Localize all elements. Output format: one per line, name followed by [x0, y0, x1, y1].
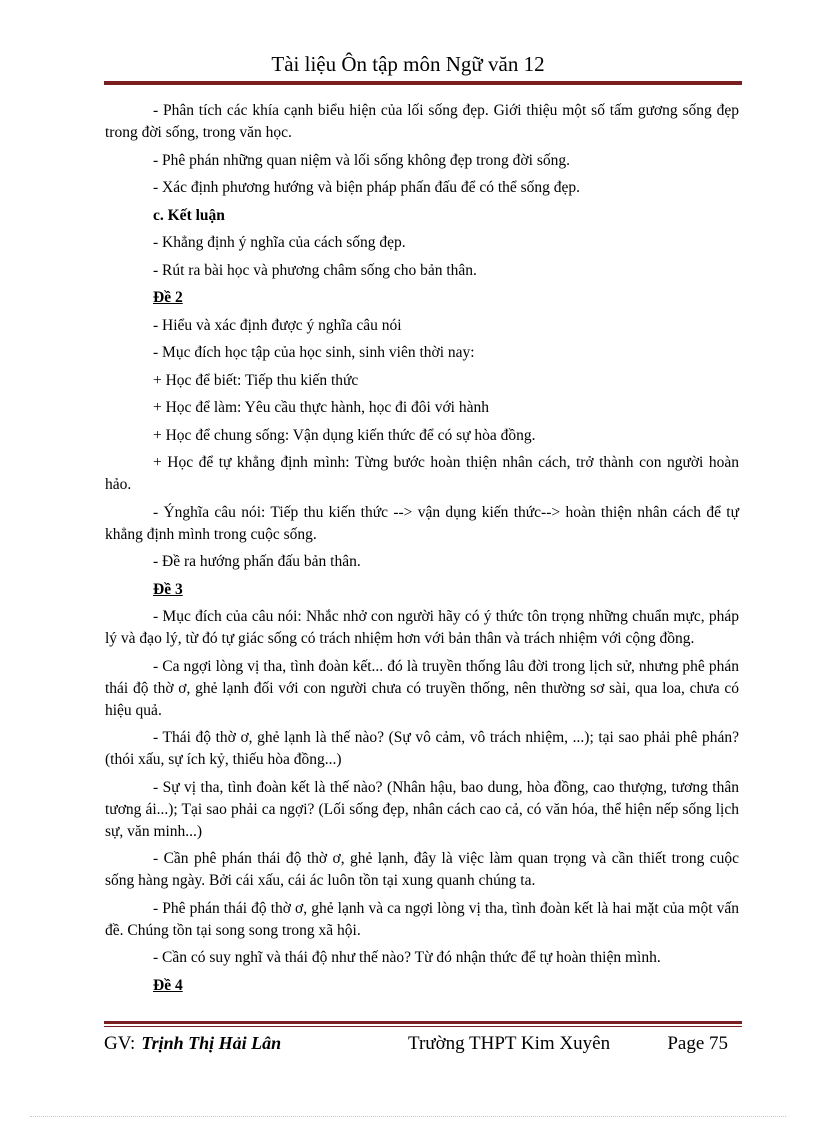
page-header-title: Tài liệu Ôn tập môn Ngữ văn 12 — [271, 52, 545, 76]
footer-gv-label: GV: — [104, 1033, 136, 1054]
paragraph: - Cần có suy nghĩ và thái độ như thế nào? Từ đó nhận thức để tự hoàn thiện mình. — [153, 949, 661, 966]
paragraph: - Khẳng định ý nghĩa của cách sống đẹp. — [153, 234, 406, 251]
paragraph: - Ca ngợi lòng vị tha, tình đoàn kết... đó là truyền thống lâu đời trong lịch sử, nhưng phê phán thái độ thờ ơ, ghẻ lạnh đối với con người chưa có truyền thống, nên thường sơ sài, qua loa, chưa có hiệu quả. — [105, 657, 739, 719]
paragraph: - Sự vị tha, tình đoàn kết là thế nào? (Nhân hậu, bao dung, hòa đồng, cao thượng, tương thân tương ái...); Tại sao phải ca ngợi? (Lối sống đẹp, nhân cách cao cả, có văn hóa, thể hiện nếp sống lịch sự, văn minh...) — [105, 778, 739, 840]
paragraph: - Rút ra bài học và phương châm sống cho bản thân. — [153, 261, 477, 279]
paragraph: - Hiểu và xác định được ý nghĩa câu nói — [153, 316, 402, 334]
section-heading: Đề 3 — [153, 580, 183, 598]
paragraph: - Mục đích học tập của học sinh, sinh viên thời nay: — [153, 344, 475, 361]
paragraph: - Mục đích của câu nói: Nhắc nhở con người hãy có ý thức tôn trọng những chuẩn mực, pháp lý và đạo lý, từ đó tự giác sống có trách nhiệm hơn với bản thân và trách nhiệm với cộng đồng. — [105, 608, 739, 647]
page-bottom-divider — [30, 1116, 786, 1117]
document-body — [105, 100, 739, 1002]
page-footer — [104, 1033, 742, 1063]
header-rule — [104, 79, 742, 85]
paragraph: - Phân tích các khía cạnh biểu hiện của lối sống đẹp. Giới thiệu một số tấm gương sống đẹp trong đời sống, trong văn học. — [105, 102, 739, 141]
footer-author: Trịnh Thị Hải Lân — [141, 1033, 282, 1053]
paragraph: - Phê phán thái độ thờ ơ, ghẻ lạnh và ca ngợi lòng vị tha, tình đoàn kết là hai mặt của một vấn đề. Chúng tồn tại song song trong xã hội. — [105, 899, 739, 939]
paragraph: + Học để tự khẳng định mình: Từng bước hoàn thiện nhân cách, trở thành con người hoàn hảo. — [105, 454, 739, 493]
paragraph: + Học để làm: Yêu cầu thực hành, học đi đôi với hành — [153, 399, 489, 416]
section-heading: Đề 4 — [153, 976, 183, 994]
paragraph: + Học để chung sống: Vận dụng kiến thức để có sự hòa đồng. — [153, 426, 536, 444]
paragraph: + Học để biết: Tiếp thu kiến thức — [153, 371, 359, 389]
footer-page-number: Page 75 — [667, 1033, 728, 1054]
footer-teacher — [104, 1033, 281, 1055]
section-heading: Đề 2 — [153, 289, 183, 306]
footer-rule — [104, 1021, 742, 1027]
paragraph: - Phê phán những quan niệm và lối sống không đẹp trong đời sống. — [153, 151, 570, 169]
footer-school: Trường THPT Kim Xuyên — [408, 1033, 611, 1054]
section-heading: c. Kết luận — [153, 206, 225, 224]
paragraph: - Ýnghĩa câu nói: Tiếp thu kiến thức --> vận dụng kiến thức--> hoàn thiện nhân cách để tự khẳng định mình trong cuộc sống. — [105, 503, 739, 543]
paragraph: - Thái độ thờ ơ, ghẻ lạnh là thế nào? (Sự vô cảm, vô trách nhiệm, ...); tại sao phải phê phán? (thói xấu, sự ích kỷ, thiếu hòa đồng...) — [105, 729, 739, 768]
paragraph: - Xác định phương hướng và biện pháp phấn đấu để có thể sống đẹp. — [153, 179, 581, 196]
paragraph: - Cần phê phán thái độ thờ ơ, ghẻ lạnh, đây là việc làm quan trọng và cần thiết trong cuộc sống hàng ngày. Bởi cái xấu, cái ác luôn tồn tại xung quanh chúng ta. — [105, 850, 739, 889]
paragraph: - Đề ra hướng phấn đấu bản thân. — [153, 553, 361, 570]
